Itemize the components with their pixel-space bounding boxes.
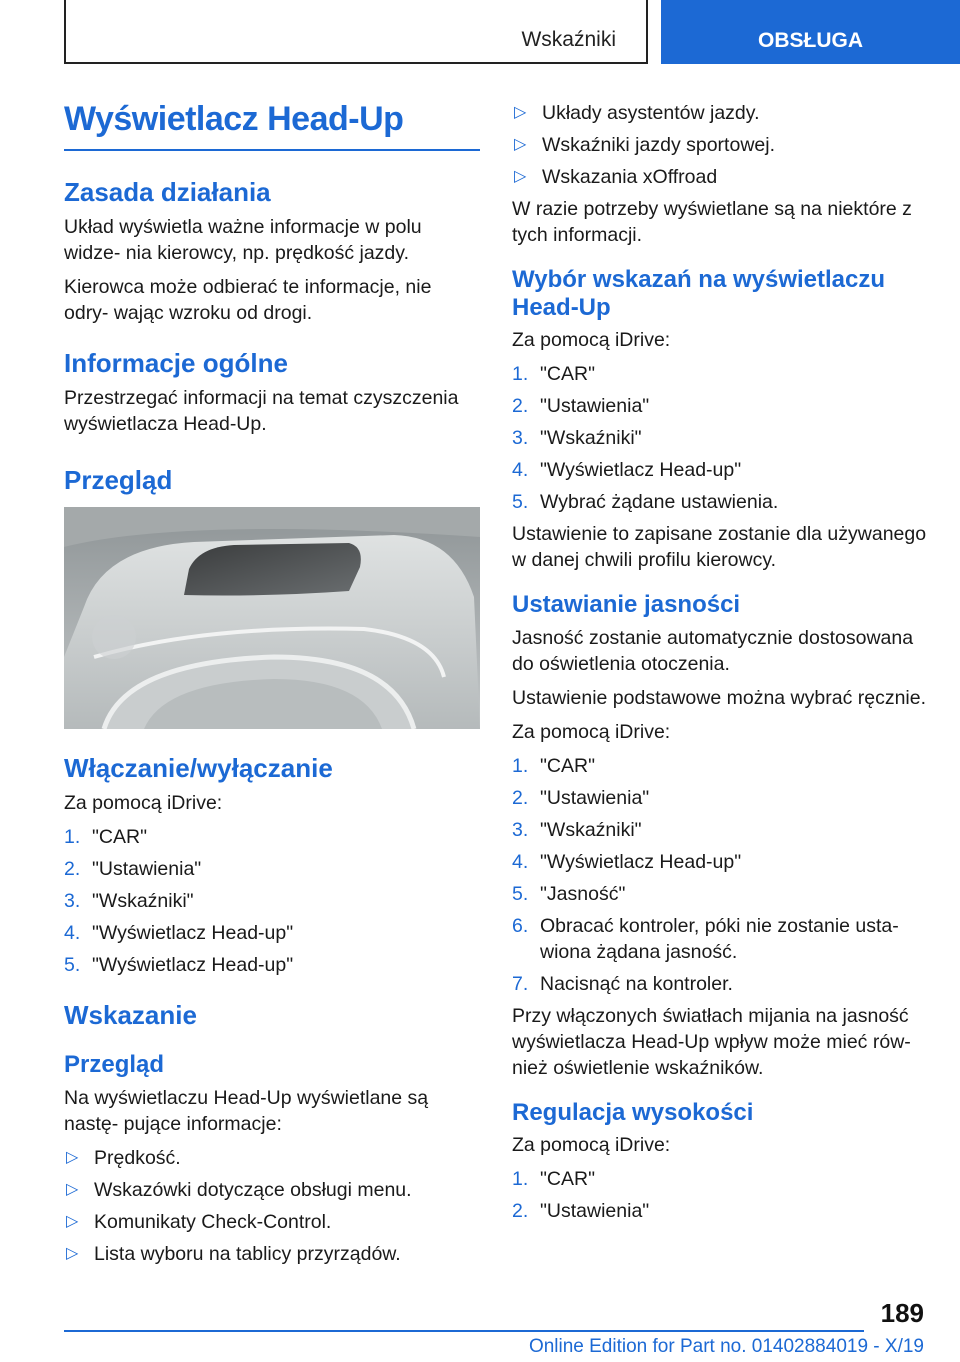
triangle-bullet-icon: ▷ (514, 168, 527, 185)
step-text: "Wyświetlacz Head-up" (92, 921, 294, 944)
step-number: 1. (512, 1168, 529, 1191)
step-item (512, 1198, 928, 1224)
bullet-item (64, 1145, 480, 1171)
step-item (512, 457, 928, 483)
paragraph: Przestrzegać informacji na temat czyszczenia wyświetlacza Head-Up. (64, 387, 459, 436)
bullet-item (512, 164, 928, 190)
step-text: "CAR" (540, 363, 596, 386)
bullet-text: Lista wyboru na tablicy przyrządów. (94, 1242, 401, 1265)
paragraph: Ustawienie podstawowe można wybrać ręcznie. (512, 686, 927, 709)
heading-informacje: Informacje ogólne (64, 348, 288, 379)
paragraph: Kierowca może odbierać te informacje, nie odry- wając wzroku od drogi. (64, 276, 432, 325)
step-text: "Ustawienia" (540, 786, 650, 809)
step-item (64, 856, 480, 882)
paragraph: Ustawienie to zapisane zostanie dla używanego w danej chwili profilu kierowcy. (512, 523, 927, 572)
step-item (512, 489, 928, 515)
step-item (512, 785, 928, 811)
step-text: "Wyświetlacz Head-up" (540, 459, 742, 482)
bullet-text: Wskazówki dotyczące obsługi menu. (94, 1178, 412, 1201)
paragraph: Za pomocą iDrive: (64, 791, 223, 814)
step-text: "Wskaźniki" (92, 889, 194, 912)
step-text: "Wskaźniki" (540, 427, 642, 450)
step-number: 5. (512, 882, 529, 905)
triangle-bullet-icon: ▷ (66, 1244, 79, 1262)
paragraph: Za pomocą iDrive: (512, 720, 671, 743)
triangle-bullet-icon: ▷ (66, 1180, 79, 1198)
step-text: "CAR" (540, 754, 596, 777)
heading-przeglad: Przegląd (64, 465, 173, 496)
bullet-text: Układy asystentów jazdy. (542, 102, 760, 124)
step-text: "Ustawienia" (92, 857, 202, 880)
triangle-bullet-icon: ▷ (514, 136, 527, 153)
step-text: "CAR" (540, 1168, 596, 1191)
bullet-item (512, 100, 928, 126)
bullet-item (64, 1209, 480, 1235)
heading-wlaczanie: Włączanie/wyłączanie (64, 752, 333, 783)
heading-wskazanie: Wskazanie (64, 999, 197, 1030)
paragraph: Za pomocą iDrive: (512, 1134, 671, 1157)
step-item (64, 920, 480, 946)
bullet-item (64, 1241, 480, 1267)
step-item (512, 361, 928, 387)
step-number: 1. (512, 363, 529, 386)
paragraph: Na wyświetlaczu Head-Up wyświetlane są nastę- pujące informacje: (64, 1086, 429, 1135)
step-number: 1. (64, 825, 81, 848)
steps-wysokosc (512, 1166, 928, 1224)
step-item (64, 888, 480, 914)
step-number: 2. (512, 1200, 529, 1223)
step-number: 4. (512, 459, 529, 482)
step-text: "Ustawienia" (540, 395, 650, 418)
step-number: 4. (512, 850, 529, 873)
step-number: 2. (64, 857, 81, 880)
paragraph: Przy włączonych światłach mijania na jasność wyświetlacza Head-Up wpływ może mieć rów- nież oświetlenie wskaźników. (512, 1004, 911, 1079)
left-column (64, 100, 480, 1273)
bullets-left (64, 1145, 480, 1267)
step-number: 6. (512, 914, 529, 937)
heading-zasada: Zasada działania (64, 177, 271, 207)
heading-wysokosc: Regulacja wysokości (512, 1098, 754, 1126)
steps-jasnosc (512, 753, 928, 997)
step-number: 1. (512, 754, 529, 777)
step-text: "Jasność" (540, 882, 626, 905)
header-frame (64, 0, 648, 64)
step-item (512, 817, 928, 843)
bullet-item (512, 132, 928, 158)
step-text: "Wskaźniki" (540, 818, 642, 841)
step-text: Nacisnąć na kontroler. (540, 972, 733, 995)
right-column (512, 100, 928, 1230)
steps-wybor (512, 361, 928, 515)
step-item (512, 881, 928, 907)
step-number: 4. (64, 921, 81, 944)
step-number: 5. (512, 491, 529, 514)
step-text: Wybrać żądane ustawienia. (540, 491, 779, 514)
page-title: Wyświetlacz Head-Up (64, 100, 480, 151)
paragraph: Jasność zostanie automatycznie dostosowana do oświetlenia otoczenia. (512, 626, 914, 675)
step-number: 2. (512, 395, 529, 418)
step-item (512, 849, 928, 875)
step-number: 2. (512, 786, 529, 809)
paragraph: Układ wyświetla ważne informacje w polu widze- nia kierowcy, np. prędkość jazdy. (64, 216, 422, 265)
page-number: 189 (880, 1298, 924, 1328)
paragraph: Za pomocą iDrive: (512, 329, 671, 352)
triangle-bullet-icon: ▷ (66, 1148, 79, 1166)
header-chapter-tab[interactable]: OBSŁUGA (661, 0, 960, 64)
paragraph: W razie potrzeby wyświetlane są na niektóre z tych informacji. (512, 198, 912, 246)
step-text: "Ustawienia" (540, 1200, 650, 1223)
step-number: 3. (512, 427, 529, 450)
header-section-title: Wskaźniki (521, 28, 616, 51)
bullet-text: Komunikaty Check-Control. (94, 1210, 332, 1233)
step-number: 7. (512, 972, 529, 995)
step-text: "CAR" (92, 825, 148, 848)
footer-edition: Online Edition for Part no. 01402884019 - X/19 (528, 1336, 924, 1357)
step-number: 3. (64, 889, 81, 912)
step-text: Obracać kontroler, póki nie zostanie usta- wiona żądana jasność. (540, 914, 899, 963)
step-item (64, 824, 480, 850)
heading-jasnosc: Ustawianie jasności (512, 591, 741, 619)
step-item (512, 425, 928, 451)
step-number: 5. (64, 953, 81, 976)
triangle-bullet-icon: ▷ (514, 104, 527, 121)
bullet-text: Wskaźniki jazdy sportowej. (542, 134, 775, 156)
subheading-przeglad: Przegląd (64, 1050, 165, 1078)
step-number: 3. (512, 818, 529, 841)
bullet-item (64, 1177, 480, 1203)
heading-wybor: Wybór wskazań na wyświetlaczu Head-Up (512, 266, 886, 321)
step-item (512, 1166, 928, 1192)
step-item (64, 952, 480, 978)
step-item (512, 393, 928, 419)
step-item (512, 971, 928, 997)
step-item (512, 913, 928, 965)
step-text: "Wyświetlacz Head-up" (92, 953, 294, 976)
bullet-text: Prędkość. (94, 1146, 181, 1169)
bullet-text: Wskazania xOffroad (542, 166, 718, 188)
steps-wlaczanie (64, 824, 480, 978)
head-up-display-photo (64, 507, 480, 729)
footer-divider (64, 1330, 864, 1332)
step-text: "Wyświetlacz Head-up" (540, 850, 742, 873)
step-item (512, 753, 928, 779)
triangle-bullet-icon: ▷ (66, 1212, 79, 1230)
bullets-right (512, 100, 928, 190)
